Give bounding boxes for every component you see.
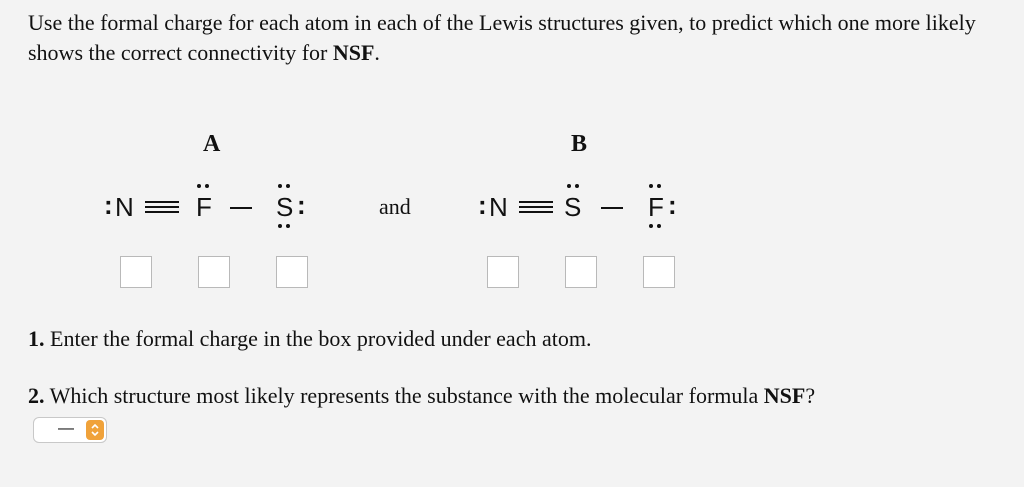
atom-b-1: N xyxy=(489,192,508,222)
up-down-chevron-icon[interactable] xyxy=(86,420,104,440)
instruction-step-2 xyxy=(28,383,815,409)
single-bond-b xyxy=(601,207,623,209)
step-2-number: 2. xyxy=(28,383,45,408)
lone-pair-n-left-b: : xyxy=(478,190,487,220)
charge-input-a-3[interactable] xyxy=(276,256,308,288)
structure-a-label: A xyxy=(203,131,221,157)
lone-pair-n-left: : xyxy=(104,190,113,220)
instruction-step-1 xyxy=(28,326,591,352)
charge-input-b-2[interactable] xyxy=(565,256,597,288)
step-2-text: Which structure most likely represents the substance with the molecular formula xyxy=(44,383,764,408)
structure-separator: and xyxy=(379,194,411,219)
select-current-value: — xyxy=(58,420,74,437)
lone-pair-f-right-b: : xyxy=(668,190,677,220)
charge-input-b-1[interactable] xyxy=(487,256,519,288)
atom-b-2: S xyxy=(564,192,582,222)
lone-pair-f-bottom-b xyxy=(648,224,662,230)
question-text xyxy=(28,8,1008,68)
lone-pair-s-right: : xyxy=(297,190,306,220)
triple-bond-b xyxy=(519,201,553,213)
lone-pair-f-top-b xyxy=(648,184,662,190)
charge-input-b-3[interactable] xyxy=(643,256,675,288)
question-end: . xyxy=(374,40,380,65)
atom-a-3: S xyxy=(276,192,294,222)
step-2-end: ? xyxy=(805,383,816,408)
atom-a-1: N xyxy=(115,192,134,222)
structure-answer-select[interactable] xyxy=(33,417,107,443)
lone-pair-s-bottom xyxy=(277,224,291,230)
atom-a-2: F xyxy=(196,192,212,222)
charge-input-a-2[interactable] xyxy=(198,256,230,288)
lewis-structure-b xyxy=(0,190,1024,224)
structure-b-label: B xyxy=(571,131,588,157)
atom-b-3: F xyxy=(648,192,664,222)
question-intro: Use the formal charge for each atom in each of the Lewis structures given, to predict which one more likely shows the correct connectivity for xyxy=(28,10,976,65)
question-formula: NSF xyxy=(332,40,375,65)
step-1-text: Enter the formal charge in the box provided under each atom. xyxy=(44,326,592,351)
step-1-number: 1. xyxy=(28,326,45,351)
step-2-formula: NSF xyxy=(763,383,806,408)
lone-pair-s-top-b xyxy=(566,184,580,190)
charge-input-a-1[interactable] xyxy=(120,256,152,288)
